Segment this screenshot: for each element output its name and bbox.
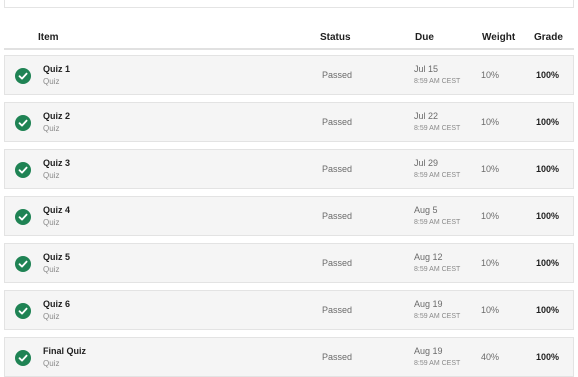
due-time: 8:59 AM CEST xyxy=(414,266,461,273)
status-text: Passed xyxy=(322,305,353,315)
grade-value: 100% xyxy=(536,164,560,174)
item-title[interactable]: Quiz 6 xyxy=(43,299,71,309)
header-due: Due xyxy=(415,32,434,43)
item-title[interactable]: Quiz 5 xyxy=(43,252,71,262)
due-time: 8:59 AM CEST xyxy=(414,219,461,226)
item-title[interactable]: Quiz 4 xyxy=(43,205,71,215)
item-type: Quiz xyxy=(43,171,60,180)
grade-value: 100% xyxy=(536,211,560,221)
grade-value: 100% xyxy=(536,117,560,127)
table-row[interactable] xyxy=(4,337,574,377)
check-circle-icon xyxy=(15,68,31,84)
grade-value: 100% xyxy=(536,305,560,315)
weight-value: 10% xyxy=(481,305,500,315)
status-text: Passed xyxy=(322,258,353,268)
grade-value: 100% xyxy=(536,352,560,362)
check-circle-icon xyxy=(15,256,31,272)
due-time: 8:59 AM CEST xyxy=(414,313,461,320)
item-title[interactable]: Final Quiz xyxy=(43,346,87,356)
table-row[interactable] xyxy=(4,55,574,95)
item-type: Quiz xyxy=(43,359,60,368)
weight-value: 10% xyxy=(481,164,500,174)
status-text: Passed xyxy=(322,70,353,80)
card-edge xyxy=(4,0,574,8)
item-title[interactable]: Quiz 1 xyxy=(43,64,71,74)
due-date: Aug 12 xyxy=(414,252,443,262)
item-type: Quiz xyxy=(43,218,60,227)
header-item: Item xyxy=(38,32,59,43)
status-text: Passed xyxy=(322,211,353,221)
due-date: Jul 29 xyxy=(414,158,439,168)
grade-value: 100% xyxy=(536,258,560,268)
top-card-edge xyxy=(0,0,578,10)
header-weight: Weight xyxy=(482,32,516,43)
table-row[interactable] xyxy=(4,102,574,142)
weight-value: 10% xyxy=(481,70,500,80)
table-row[interactable] xyxy=(4,290,574,330)
due-date: Jul 15 xyxy=(414,64,439,74)
due-date: Aug 19 xyxy=(414,299,443,309)
header-grade: Grade xyxy=(534,32,563,43)
due-time: 8:59 AM CEST xyxy=(414,78,461,85)
due-time: 8:59 AM CEST xyxy=(414,172,461,179)
table-row[interactable] xyxy=(4,243,574,283)
table-header xyxy=(4,24,574,50)
check-circle-icon xyxy=(15,209,31,225)
table-row[interactable] xyxy=(4,149,574,189)
due-time: 8:59 AM CEST xyxy=(414,360,461,367)
item-type: Quiz xyxy=(43,77,60,86)
item-type: Quiz xyxy=(43,124,60,133)
item-type: Quiz xyxy=(43,265,60,274)
weight-value: 40% xyxy=(481,352,500,362)
table-row[interactable] xyxy=(4,196,574,236)
due-date: Aug 5 xyxy=(414,205,438,215)
item-title[interactable]: Quiz 3 xyxy=(43,158,71,168)
check-circle-icon xyxy=(15,350,31,366)
check-circle-icon xyxy=(15,303,31,319)
header-status: Status xyxy=(320,32,351,43)
due-time: 8:59 AM CEST xyxy=(414,125,461,132)
weight-value: 10% xyxy=(481,117,500,127)
weight-value: 10% xyxy=(481,258,500,268)
due-date: Jul 22 xyxy=(414,111,439,121)
due-date: Aug 19 xyxy=(414,346,443,356)
check-circle-icon xyxy=(15,115,31,131)
status-text: Passed xyxy=(322,164,353,174)
status-text: Passed xyxy=(322,117,353,127)
item-type: Quiz xyxy=(43,312,60,321)
item-title[interactable]: Quiz 2 xyxy=(43,111,71,121)
status-text: Passed xyxy=(322,352,353,362)
weight-value: 10% xyxy=(481,211,500,221)
check-circle-icon xyxy=(15,162,31,178)
grade-value: 100% xyxy=(536,70,560,80)
